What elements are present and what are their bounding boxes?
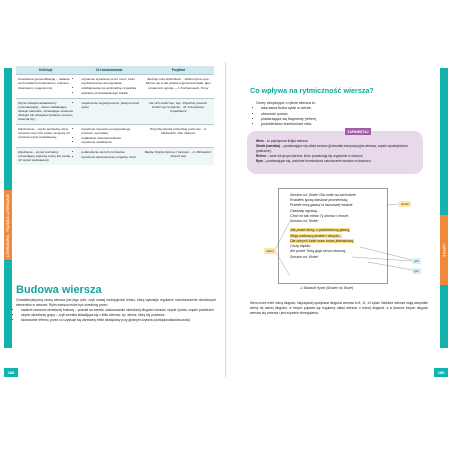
- definition-term: Rym: [256, 158, 263, 163]
- rhyme-highlight: Dla obcych ludzi mam twarz jednakową,: [290, 238, 354, 243]
- list-item: • zwiększenie sugestywności, plastyczności opisu: [81, 101, 140, 109]
- tag-rym: rym: [414, 268, 419, 273]
- list-item: • wyrażenie uwielbienia: [81, 140, 140, 144]
- rym-pointer-3: [368, 262, 412, 270]
- definition-text: – powtarzające się układ wersów (jednostka kompozycyjna wiersza, często wyodrębniona graficznie).: [256, 143, 408, 153]
- right-chapter-tab-label: LIRYKA: [442, 243, 446, 257]
- poem-line: Rozlałeś tęczę blasków promienistą;: [290, 198, 348, 203]
- paragraph: Cechy decydujące o rytmie wiersza to:: [256, 101, 316, 105]
- table-cell-definition: Zgrubienie – wyraz pochodny oznaczający większą cechę lub osobę niż wyraz podstawowy.: [16, 148, 75, 165]
- table-header-definition: Definicja: [16, 66, 75, 75]
- list-item: • oddziaływanie na wyobraźnię czytelnika: [81, 86, 140, 90]
- list-item: • podkreślenie dużych rozmiarów: [81, 150, 140, 154]
- list-item: • nadawanie utworowi lekkości: [81, 136, 140, 140]
- refren-pointer-top: [275, 221, 290, 250]
- paragraph: Wers może mieć różną długość. Najczęściej spotykane długości wersów to 8, 11, 13 sylab. Niektóre wiersze mają wszystkie wersy tej samej długości, w innych pojawia się regularny układ wersów o różnej długości, a w jeszcze innych długość wersów się zmienia i jest zupełnie nieregularna.: [250, 301, 428, 315]
- strofa-pointer: [386, 204, 399, 205]
- section-heading-budowa: Budowa wiersza: [16, 284, 102, 296]
- table-cell-definition: Wyraz dźwiękonaśladowczy (onomatopeja) – słowo naśladujące dźwięki naturalne, sprawiające wrażenie dźwięku lub dźwięków (ptaków, maszyn, zwierząt itp.): [16, 98, 75, 124]
- poem-line: Smutno mi, Boże!: [290, 219, 319, 224]
- definition-term: Wers: [256, 139, 264, 143]
- table-cell-example: Słuchaj mnie Zofia Mann... Zofia trzyma ręce. Słońce się w tak polskie wypromieniowało, łąki i ukwiecone ogrody. – J. Kochanowski, Treny: [143, 75, 214, 98]
- table-cell-example: Bandę zbójów Dyzma z toporem... A. Mickiewicz, Powrót taty: [143, 148, 214, 165]
- poem-line: Ciszę błękitu.: [290, 244, 312, 249]
- definition-text: – to pojedyncza linijka wiersza.: [263, 139, 309, 143]
- table-header-example: Przykład: [143, 66, 214, 75]
- poem-hymn: [290, 193, 386, 260]
- right-body-text: [250, 301, 428, 316]
- paragraph: Charakterystyczną cechą wiersza jest jego rytm, czyli rodzaj melodyjności tekstu, którą wywołuje regularne rozmieszczenie określonych elementów w utworze. Rytm wiersza może być określony przez:: [16, 298, 216, 307]
- list-item: • wyrażenie stosunku emocjonalnego (czułość, sympatia): [81, 127, 140, 135]
- list-item: • obecność rymów,: [261, 112, 426, 117]
- remember-label: ZAPAMIĘTAJ: [345, 128, 371, 135]
- poem-caption: J. Słowacki Hymn (Smutno mi, Boże!): [300, 286, 354, 290]
- poem-line: Smutno mi, Boże! Dla mnie na zachodzie: [290, 193, 356, 197]
- list-item: • ukazanie przedstawianego świata: [81, 91, 140, 95]
- list-item: • wyrażenie lekceważenia, pogardy, ironii: [81, 155, 140, 159]
- list-item: • powtarzające się fragmenty (refren),: [261, 117, 426, 122]
- poem-line: Choć mi tak niebo Ty złocisz i morze,: [290, 213, 350, 218]
- table-cell-definition: Uosobienie (personifikacja) – nadanie cech ludzkich przedmiotom, roślinom, zwierzętom, pojęciom itp.: [16, 75, 75, 98]
- list-item: • ożywienie wyrażenie przez rzecz, treść wyobrażeniowo-emocjonalnie: [81, 77, 140, 85]
- left-page-number: 288: [4, 368, 18, 377]
- rhyme-highlight: Stoję rozkoszy próżen i dosytu...: [290, 233, 342, 238]
- left-chapter-tab-label: LITERATURA - POJĘCIA LITERACKIE: [6, 193, 10, 257]
- list-item: • stosowanie refrenu, przez co uzyskuje się określony efekt dźwiękowy przy głośnym czytaniu (dźwiękonaśladowczość).: [21, 318, 216, 323]
- list-item: • taka sama liczba sylab w wersie,: [261, 106, 426, 111]
- poem-line: Przede mną gasisz w lazurowej wodzie: [290, 203, 353, 208]
- right-page-number: 289: [434, 368, 448, 377]
- refren-pointer-bottom: [275, 251, 290, 276]
- definition-text: – powtarzające się, podobne brzmieniowo zakończenie wersów w utworach.: [262, 158, 372, 163]
- table-cell-definition: Zdrobnienie – wyraz pochodny, który oznacza rzecz lub osobę mniejszą niż oznacza wyraz podstawowy.: [16, 124, 75, 147]
- list-item: • podobieństwo brzmieniowe słów.: [261, 122, 426, 127]
- table-header-purpose: Cel zastosowania: [75, 66, 142, 75]
- definition-term: Strofa (zwrotka): [256, 143, 281, 148]
- section-heading-rytm: Co wpływa na rytmiczność wiersza?: [250, 86, 374, 95]
- rhyme-highlight: Jak puste kłosy, z podniesioną głową,: [290, 228, 350, 233]
- tag-strofa: strofa: [401, 201, 409, 206]
- definition-term: Refren: [256, 153, 267, 158]
- tag-refren: refren: [266, 248, 274, 253]
- table-cell-example: Przyszła sikorka (różyczka) przez las... A. Mickiewicz, Pan Tadeusz: [143, 124, 214, 147]
- poem-line: Smutno mi, Boże!: [290, 254, 319, 259]
- definition-text: – wers lub grupa wersów, które powtarzają się regularnie w utworze.: [266, 153, 364, 158]
- tag-rym: rym: [414, 258, 419, 263]
- list-item: • nadanie utworowi określonej budowy – podział na zwrotki, zastosowanie określonej długości wersów, użycie rymów, częste powtórzeń: [21, 308, 216, 313]
- poem-line: Ale przed Tobą głąb serca otworzę,: [290, 249, 347, 254]
- table-cell-example: Na nich wózki bęc, bęc. Pojechał, powoził. Zrobić się na bębnie... M. Konopnicka, Kolędziarze: [143, 98, 214, 124]
- list-item: • użycie określonej grupy – czyli zwrotka składająca się z kilku wersów, np. wiersz, który się powtarza: [21, 313, 216, 318]
- poem-line: Gwiazdę ognistą...: [290, 208, 320, 213]
